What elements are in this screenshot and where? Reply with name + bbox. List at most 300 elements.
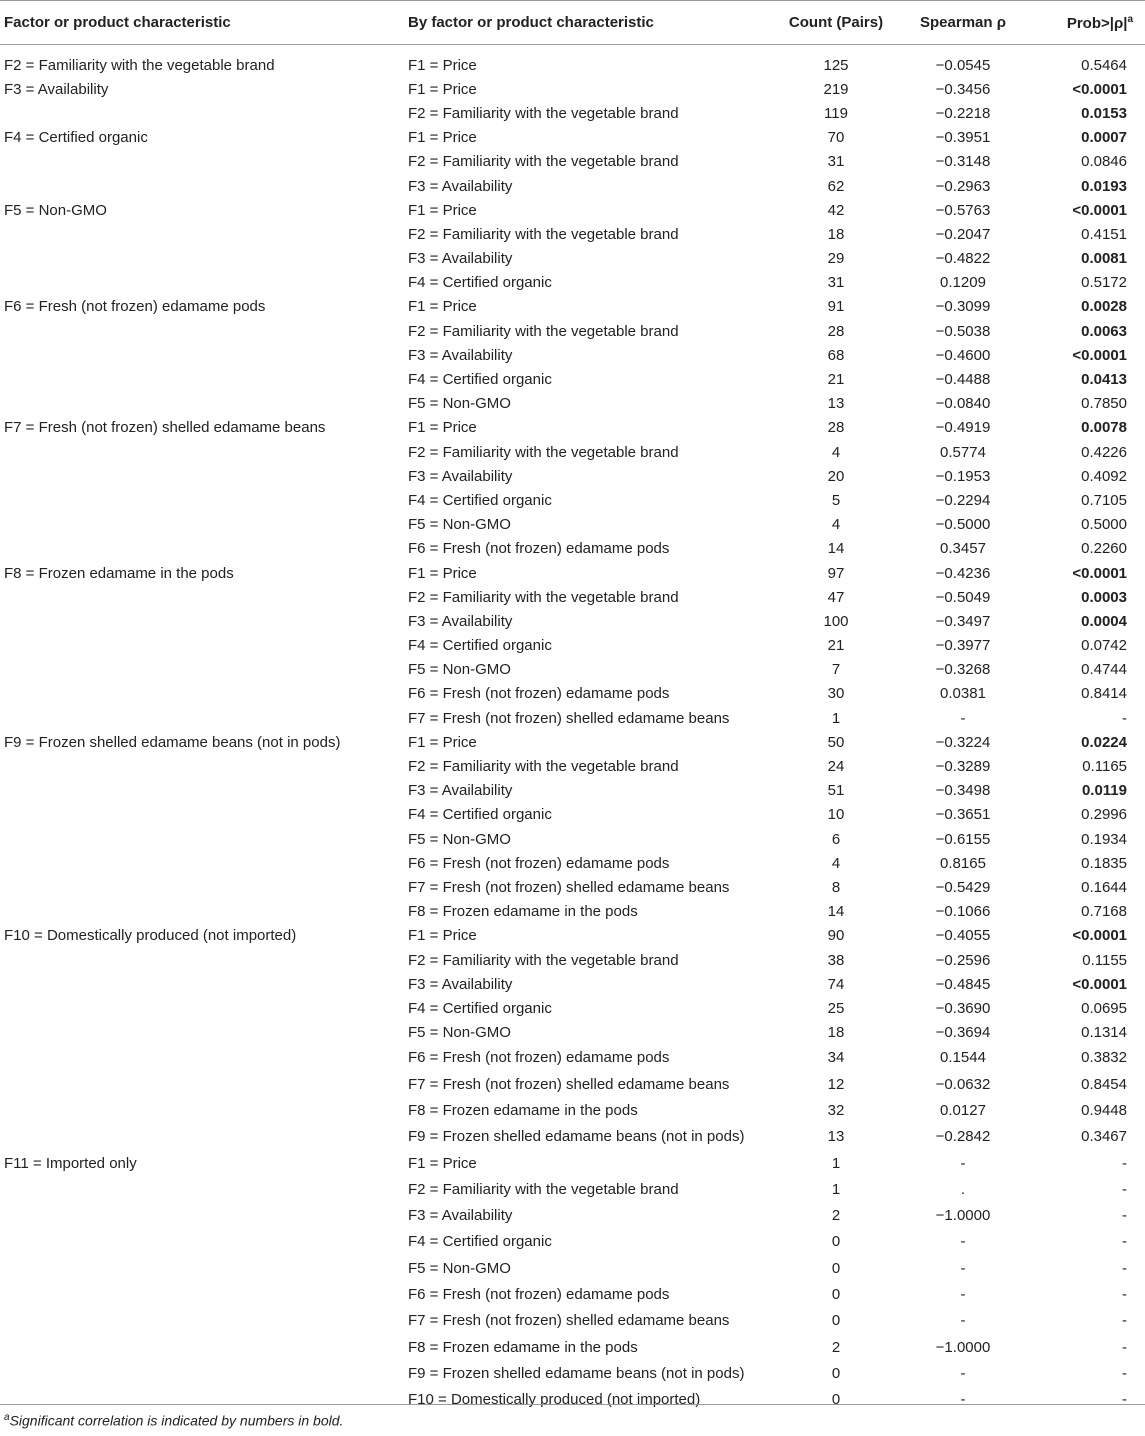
cell-probability: 0.0695	[1081, 999, 1127, 1017]
cell-spearman-rho: −0.3694	[935, 1024, 991, 1042]
cell-probability: -	[1122, 1338, 1127, 1356]
cell-by-factor: F10 = Domestically produced (not imported)	[408, 1391, 701, 1409]
table-row	[0, 1150, 1145, 1176]
table-footnote	[0, 1404, 1145, 1429]
table-row	[0, 996, 1145, 1020]
table-row	[0, 464, 1145, 488]
cell-by-factor: F3 = Availability	[408, 975, 513, 993]
cell-spearman-rho: −0.5038	[935, 322, 991, 340]
cell-count: 28	[827, 419, 845, 437]
cell-probability: -	[1122, 709, 1127, 727]
cell-probability: 0.0028	[1081, 298, 1127, 316]
cell-count: 50	[827, 733, 845, 751]
cell-factor	[0, 1229, 404, 1255]
cell-factor	[0, 900, 404, 924]
cell-spearman-rho: −0.3224	[935, 733, 991, 751]
cell-factor: F3 = Availability	[4, 80, 109, 98]
cell-probability: 0.0078	[1081, 419, 1127, 437]
table-row	[0, 1308, 1145, 1334]
cell-spearman-rho: −0.3148	[935, 153, 991, 171]
cell-by-factor: F2 = Familiarity with the vegetable brand	[408, 322, 679, 340]
cell-spearman-rho: -	[960, 709, 966, 727]
cell-probability: 0.1934	[1081, 830, 1127, 848]
cell-factor	[0, 343, 404, 367]
cell-count: 12	[827, 1075, 845, 1093]
cell-probability: -	[1122, 1286, 1127, 1303]
cell-count: 4	[831, 443, 841, 461]
table-row	[0, 126, 1145, 150]
cell-factor	[0, 972, 404, 996]
cell-factor	[0, 440, 404, 464]
cell-by-factor: F1 = Price	[408, 298, 477, 316]
cell-factor: F4 = Certified organic	[4, 129, 148, 147]
cell-spearman-rho: −0.4845	[935, 975, 991, 993]
cell-spearman-rho: −0.3951	[935, 129, 991, 147]
cell-by-factor: F8 = Frozen edamame in the pods	[408, 1338, 638, 1356]
footnote-text: Significant correlation is indicated by numbers in bold.	[9, 1412, 344, 1429]
cell-by-factor: F6 = Fresh (not frozen) edamame pods	[408, 854, 670, 872]
cell-by-factor: F7 = Fresh (not frozen) shelled edamame beans	[408, 878, 730, 896]
cell-probability: <0.0001	[1072, 564, 1127, 582]
cell-factor	[0, 319, 404, 343]
cell-by-factor: F1 = Price	[408, 56, 477, 74]
table-row	[0, 537, 1145, 561]
cell-factor	[0, 174, 404, 198]
cell-probability: -	[1122, 1233, 1127, 1251]
cell-probability: 0.5464	[1081, 56, 1127, 74]
table-row	[0, 150, 1145, 174]
cell-count: 62	[827, 177, 845, 195]
cell-spearman-rho: −0.3289	[935, 758, 991, 776]
cell-count: 97	[827, 564, 845, 582]
cell-spearman-rho: -	[960, 1154, 966, 1172]
cell-probability: 0.0081	[1081, 250, 1127, 268]
cell-spearman-rho: −0.2294	[935, 491, 991, 509]
cell-factor	[0, 537, 404, 561]
cell-probability: 0.7105	[1081, 491, 1127, 509]
table-row	[0, 1334, 1145, 1360]
cell-factor	[0, 706, 404, 730]
cell-spearman-rho: −0.4822	[935, 250, 991, 268]
cell-probability: 0.1644	[1081, 878, 1127, 896]
header-prob-footnote-marker: a	[1127, 13, 1133, 25]
cell-count: 38	[827, 951, 845, 969]
cell-probability: 0.4092	[1081, 467, 1127, 485]
table-row	[0, 271, 1145, 295]
cell-by-factor: F8 = Frozen edamame in the pods	[408, 1101, 638, 1119]
cell-probability: <0.0001	[1072, 201, 1127, 219]
cell-spearman-rho: −0.3977	[935, 637, 991, 655]
cell-spearman-rho: −0.3498	[935, 782, 991, 800]
table-row	[0, 198, 1145, 222]
cell-by-factor: F4 = Certified organic	[408, 274, 552, 292]
cell-factor	[0, 779, 404, 803]
cell-by-factor: F2 = Familiarity with the vegetable brand	[408, 104, 679, 122]
cell-probability: 0.8454	[1081, 1075, 1127, 1093]
cell-factor: F6 = Fresh (not frozen) edamame pods	[4, 298, 266, 316]
header-prob	[1023, 1, 1145, 45]
cell-spearman-rho: −0.4236	[935, 564, 991, 582]
cell-factor	[0, 1281, 404, 1307]
cell-count: 34	[827, 1049, 845, 1067]
cell-factor	[0, 271, 404, 295]
cell-spearman-rho: −0.3651	[935, 806, 991, 824]
cell-spearman-rho: −0.5429	[935, 878, 991, 896]
cell-spearman-rho: −0.2963	[935, 177, 991, 195]
header-prob-label: Prob>|ρ|	[1066, 14, 1128, 32]
cell-by-factor: F3 = Availability	[408, 782, 513, 800]
table-row	[0, 948, 1145, 972]
cell-by-factor: F6 = Fresh (not frozen) edamame pods	[408, 685, 670, 703]
cell-spearman-rho: 0.1544	[940, 1049, 986, 1067]
cell-count: 2	[831, 1207, 841, 1225]
cell-probability: <0.0001	[1072, 975, 1127, 993]
cell-count: 219	[823, 80, 849, 98]
cell-by-factor: F1 = Price	[408, 129, 477, 147]
cell-factor	[0, 875, 404, 899]
cell-factor	[0, 247, 404, 271]
cell-count: 119	[824, 104, 848, 122]
cell-by-factor: F1 = Price	[408, 80, 477, 98]
cell-factor	[0, 1308, 404, 1334]
cell-probability: -	[1122, 1207, 1127, 1225]
cell-probability: <0.0001	[1072, 927, 1127, 945]
cell-count: 0	[831, 1312, 841, 1330]
cell-by-factor: F4 = Certified organic	[408, 806, 552, 824]
cell-count: 1	[831, 1180, 841, 1198]
cell-factor	[0, 827, 404, 851]
table-row	[0, 900, 1145, 924]
cell-spearman-rho: −0.3099	[935, 298, 991, 316]
cell-factor: F2 = Familiarity with the vegetable brand	[4, 56, 275, 74]
cell-count: 68	[827, 346, 845, 364]
cell-spearman-rho: 0.0127	[940, 1101, 986, 1119]
table-row	[0, 972, 1145, 996]
cell-count: 8	[831, 878, 841, 896]
cell-factor	[0, 488, 404, 512]
cell-spearman-rho: .	[960, 1180, 966, 1198]
cell-by-factor: F3 = Availability	[408, 346, 513, 364]
cell-factor	[0, 101, 404, 125]
cell-spearman-rho: −0.3456	[935, 80, 991, 98]
cell-probability: 0.7850	[1081, 395, 1127, 413]
cell-factor	[0, 754, 404, 778]
cell-count: 1	[831, 1154, 841, 1172]
cell-count: 18	[827, 225, 845, 243]
cell-by-factor: F2 = Familiarity with the vegetable brand	[408, 153, 679, 171]
cell-factor: F9 = Frozen shelled edamame beans (not in pods)	[4, 733, 341, 751]
header-row	[0, 1, 1145, 45]
table-row	[0, 827, 1145, 851]
table-row	[0, 247, 1145, 271]
cell-spearman-rho: −0.5000	[935, 516, 991, 534]
cell-factor	[0, 634, 404, 658]
table-row	[0, 1124, 1145, 1150]
cell-factor: F10 = Domestically produced (not imported)	[4, 927, 297, 945]
cell-spearman-rho: −0.4600	[935, 346, 991, 364]
cell-count: 4	[831, 854, 841, 872]
cell-spearman-rho: −0.6155	[935, 830, 991, 848]
cell-count: 47	[827, 588, 845, 606]
cell-factor	[0, 1202, 404, 1228]
table-row	[0, 851, 1145, 875]
cell-count: 24	[827, 758, 845, 776]
cell-by-factor: F1 = Price	[408, 564, 477, 582]
cell-by-factor: F4 = Certified organic	[408, 637, 552, 655]
cell-probability: 0.1314	[1081, 1024, 1127, 1042]
cell-spearman-rho: −0.0840	[935, 395, 991, 413]
cell-probability: 0.9448	[1081, 1101, 1127, 1119]
cell-by-factor: F6 = Fresh (not frozen) edamame pods	[408, 1049, 670, 1067]
table-row	[0, 101, 1145, 125]
cell-by-factor: F3 = Availability	[408, 612, 513, 630]
cell-count: 4	[831, 516, 841, 534]
cell-factor	[0, 609, 404, 633]
cell-probability: 0.4151	[1081, 225, 1127, 243]
table-row	[0, 440, 1145, 464]
table-body	[0, 45, 1145, 1413]
cell-count: 25	[827, 999, 845, 1017]
cell-spearman-rho: −0.2218	[935, 104, 991, 122]
table-row	[0, 319, 1145, 343]
cell-count: 28	[827, 322, 845, 340]
header-spearman: Spearman ρ	[903, 1, 1023, 45]
cell-probability: 0.0742	[1081, 637, 1127, 655]
cell-by-factor: F3 = Availability	[408, 1207, 513, 1225]
cell-by-factor: F3 = Availability	[408, 177, 513, 195]
cell-probability: 0.0003	[1081, 588, 1127, 606]
cell-by-factor: F2 = Familiarity with the vegetable brand	[408, 1180, 679, 1198]
table-row	[0, 1021, 1145, 1045]
cell-count: 30	[827, 685, 845, 703]
table-row	[0, 1071, 1145, 1097]
table-row	[0, 1097, 1145, 1123]
cell-count: 90	[827, 927, 845, 945]
cell-factor	[0, 513, 404, 537]
cell-spearman-rho: -	[960, 1391, 966, 1409]
cell-factor	[0, 1360, 404, 1386]
cell-probability: 0.4744	[1081, 661, 1127, 679]
cell-probability: 0.1165	[1082, 758, 1127, 776]
cell-count: 51	[827, 782, 845, 800]
table-row	[0, 658, 1145, 682]
cell-by-factor: F1 = Price	[408, 733, 477, 751]
cell-count: 0	[831, 1391, 841, 1409]
cell-by-factor: F4 = Certified organic	[408, 491, 552, 509]
cell-spearman-rho: 0.0381	[940, 685, 986, 703]
table-row	[0, 634, 1145, 658]
cell-spearman-rho: −0.4055	[935, 927, 991, 945]
cell-by-factor: F4 = Certified organic	[408, 999, 552, 1017]
cell-count: 74	[827, 975, 845, 993]
cell-probability: 0.0004	[1081, 612, 1127, 630]
cell-by-factor: F1 = Price	[408, 1154, 477, 1172]
table-row	[0, 1176, 1145, 1202]
cell-count: 2	[831, 1338, 841, 1356]
cell-by-factor: F3 = Availability	[408, 467, 513, 485]
cell-spearman-rho: −0.5763	[935, 201, 991, 219]
cell-probability: -	[1122, 1259, 1127, 1277]
table-row	[0, 392, 1145, 416]
cell-count: 5	[831, 491, 841, 509]
cell-by-factor: F5 = Non-GMO	[408, 661, 511, 679]
cell-count: 31	[827, 153, 845, 171]
footnote-marker: a	[4, 1412, 10, 1423]
cell-probability: -	[1122, 1391, 1127, 1409]
cell-probability: -	[1122, 1154, 1127, 1172]
cell-count: 13	[827, 395, 845, 413]
table-row	[0, 585, 1145, 609]
table-row	[0, 174, 1145, 198]
cell-probability: 0.7168	[1081, 903, 1127, 921]
cell-spearman-rho: 0.1209	[940, 274, 986, 292]
cell-spearman-rho: −0.5049	[935, 588, 991, 606]
cell-count: 14	[827, 903, 845, 921]
cell-factor	[0, 1334, 404, 1360]
cell-probability: -	[1122, 1312, 1127, 1330]
cell-by-factor: F2 = Familiarity with the vegetable brand	[408, 758, 679, 776]
cell-probability: 0.2996	[1081, 806, 1127, 824]
cell-count: 10	[827, 806, 845, 824]
cell-probability: 0.1835	[1081, 854, 1127, 872]
cell-count: 7	[831, 661, 841, 679]
cell-spearman-rho: −0.3268	[935, 661, 991, 679]
table-row	[0, 682, 1145, 706]
cell-by-factor: F9 = Frozen shelled edamame beans (not in pods)	[408, 1364, 745, 1382]
cell-factor	[0, 222, 404, 246]
cell-probability: 0.3467	[1081, 1128, 1127, 1146]
cell-count: 14	[827, 540, 845, 558]
cell-by-factor: F2 = Familiarity with the vegetable brand	[408, 443, 679, 461]
cell-by-factor: F5 = Non-GMO	[408, 830, 511, 848]
header-count: Count (Pairs)	[769, 1, 903, 45]
cell-factor	[0, 1124, 404, 1150]
cell-count: 20	[827, 467, 845, 485]
table-row	[0, 730, 1145, 754]
cell-spearman-rho: −0.0632	[935, 1075, 991, 1093]
table-row	[0, 367, 1145, 391]
cell-count: 100	[823, 612, 849, 630]
cell-factor	[0, 948, 404, 972]
cell-spearman-rho: -	[960, 1233, 966, 1251]
table-row	[0, 1281, 1145, 1307]
cell-count: 6	[831, 830, 841, 848]
table-header	[0, 1, 1145, 45]
cell-probability: 0.0193	[1081, 177, 1127, 195]
cell-spearman-rho: -	[960, 1259, 966, 1277]
header-by-factor: By factor or product characteristic	[404, 1, 769, 45]
cell-spearman-rho: −0.3497	[935, 612, 991, 630]
cell-factor	[0, 1255, 404, 1281]
cell-factor: F7 = Fresh (not frozen) shelled edamame beans	[4, 419, 326, 437]
cell-by-factor: F2 = Familiarity with the vegetable brand	[408, 225, 679, 243]
cell-count: 13	[827, 1128, 845, 1146]
cell-factor	[0, 1045, 404, 1071]
cell-factor	[0, 658, 404, 682]
table-row	[0, 779, 1145, 803]
cell-count: 29	[827, 250, 845, 268]
cell-factor	[0, 367, 404, 391]
cell-by-factor: F5 = Non-GMO	[408, 516, 511, 534]
table-row	[0, 343, 1145, 367]
table-row	[0, 1229, 1145, 1255]
cell-probability: 0.5172	[1081, 274, 1127, 292]
cell-factor: F11 = Imported only	[4, 1154, 137, 1172]
table-row	[0, 875, 1145, 899]
cell-factor	[0, 682, 404, 706]
cell-factor	[0, 1071, 404, 1097]
table-row	[0, 1360, 1145, 1386]
cell-probability: 0.3832	[1081, 1049, 1127, 1067]
cell-by-factor: F5 = Non-GMO	[408, 1024, 511, 1042]
table-row	[0, 1045, 1145, 1071]
cell-factor	[0, 1021, 404, 1045]
cell-count: 0	[831, 1286, 841, 1303]
cell-count: 18	[827, 1024, 845, 1042]
cell-count: 0	[831, 1364, 841, 1382]
cell-factor	[0, 1176, 404, 1202]
cell-factor	[0, 150, 404, 174]
cell-probability: 0.0153	[1081, 104, 1127, 122]
cell-probability: 0.2260	[1081, 540, 1127, 558]
table-row	[0, 488, 1145, 512]
cell-spearman-rho: −0.1066	[935, 903, 991, 921]
cell-probability: 0.1155	[1082, 951, 1127, 969]
cell-by-factor: F5 = Non-GMO	[408, 1259, 511, 1277]
cell-by-factor: F6 = Fresh (not frozen) edamame pods	[408, 1286, 670, 1303]
cell-spearman-rho: −0.4919	[935, 419, 991, 437]
cell-probability: 0.0119	[1081, 782, 1127, 800]
cell-probability: <0.0001	[1072, 80, 1127, 98]
cell-count: 91	[827, 298, 845, 316]
cell-spearman-rho: 0.3457	[940, 540, 986, 558]
cell-probability: -	[1122, 1180, 1127, 1198]
cell-factor	[0, 392, 404, 416]
cell-by-factor: F7 = Fresh (not frozen) shelled edamame beans	[408, 709, 730, 727]
cell-probability: 0.0413	[1081, 371, 1127, 389]
cell-spearman-rho: −0.2047	[935, 225, 991, 243]
cell-factor	[0, 996, 404, 1020]
cell-spearman-rho: -	[960, 1312, 966, 1330]
cell-by-factor: F6 = Fresh (not frozen) edamame pods	[408, 540, 670, 558]
cell-probability: 0.5000	[1081, 516, 1127, 534]
cell-count: 21	[827, 637, 845, 655]
cell-probability: 0.0846	[1081, 153, 1127, 171]
table-row	[0, 1255, 1145, 1281]
cell-by-factor: F7 = Fresh (not frozen) shelled edamame beans	[408, 1075, 730, 1093]
table-row	[0, 803, 1145, 827]
cell-by-factor: F1 = Price	[408, 927, 477, 945]
cell-count: 125	[823, 56, 849, 74]
cell-by-factor: F8 = Frozen edamame in the pods	[408, 903, 638, 921]
table-row	[0, 1202, 1145, 1228]
cell-by-factor: F4 = Certified organic	[408, 1233, 552, 1251]
cell-by-factor: F2 = Familiarity with the vegetable brand	[408, 951, 679, 969]
table-row	[0, 77, 1145, 101]
table-row	[0, 754, 1145, 778]
cell-factor	[0, 803, 404, 827]
cell-count: 70	[827, 129, 845, 147]
cell-by-factor: F5 = Non-GMO	[408, 395, 511, 413]
table-row	[0, 513, 1145, 537]
table-row	[0, 609, 1145, 633]
cell-factor	[0, 585, 404, 609]
cell-count: 0	[831, 1259, 841, 1277]
cell-factor	[0, 1097, 404, 1123]
cell-probability: 0.8414	[1081, 685, 1127, 703]
cell-spearman-rho: −0.3690	[935, 999, 991, 1017]
cell-probability: -	[1122, 1364, 1127, 1382]
